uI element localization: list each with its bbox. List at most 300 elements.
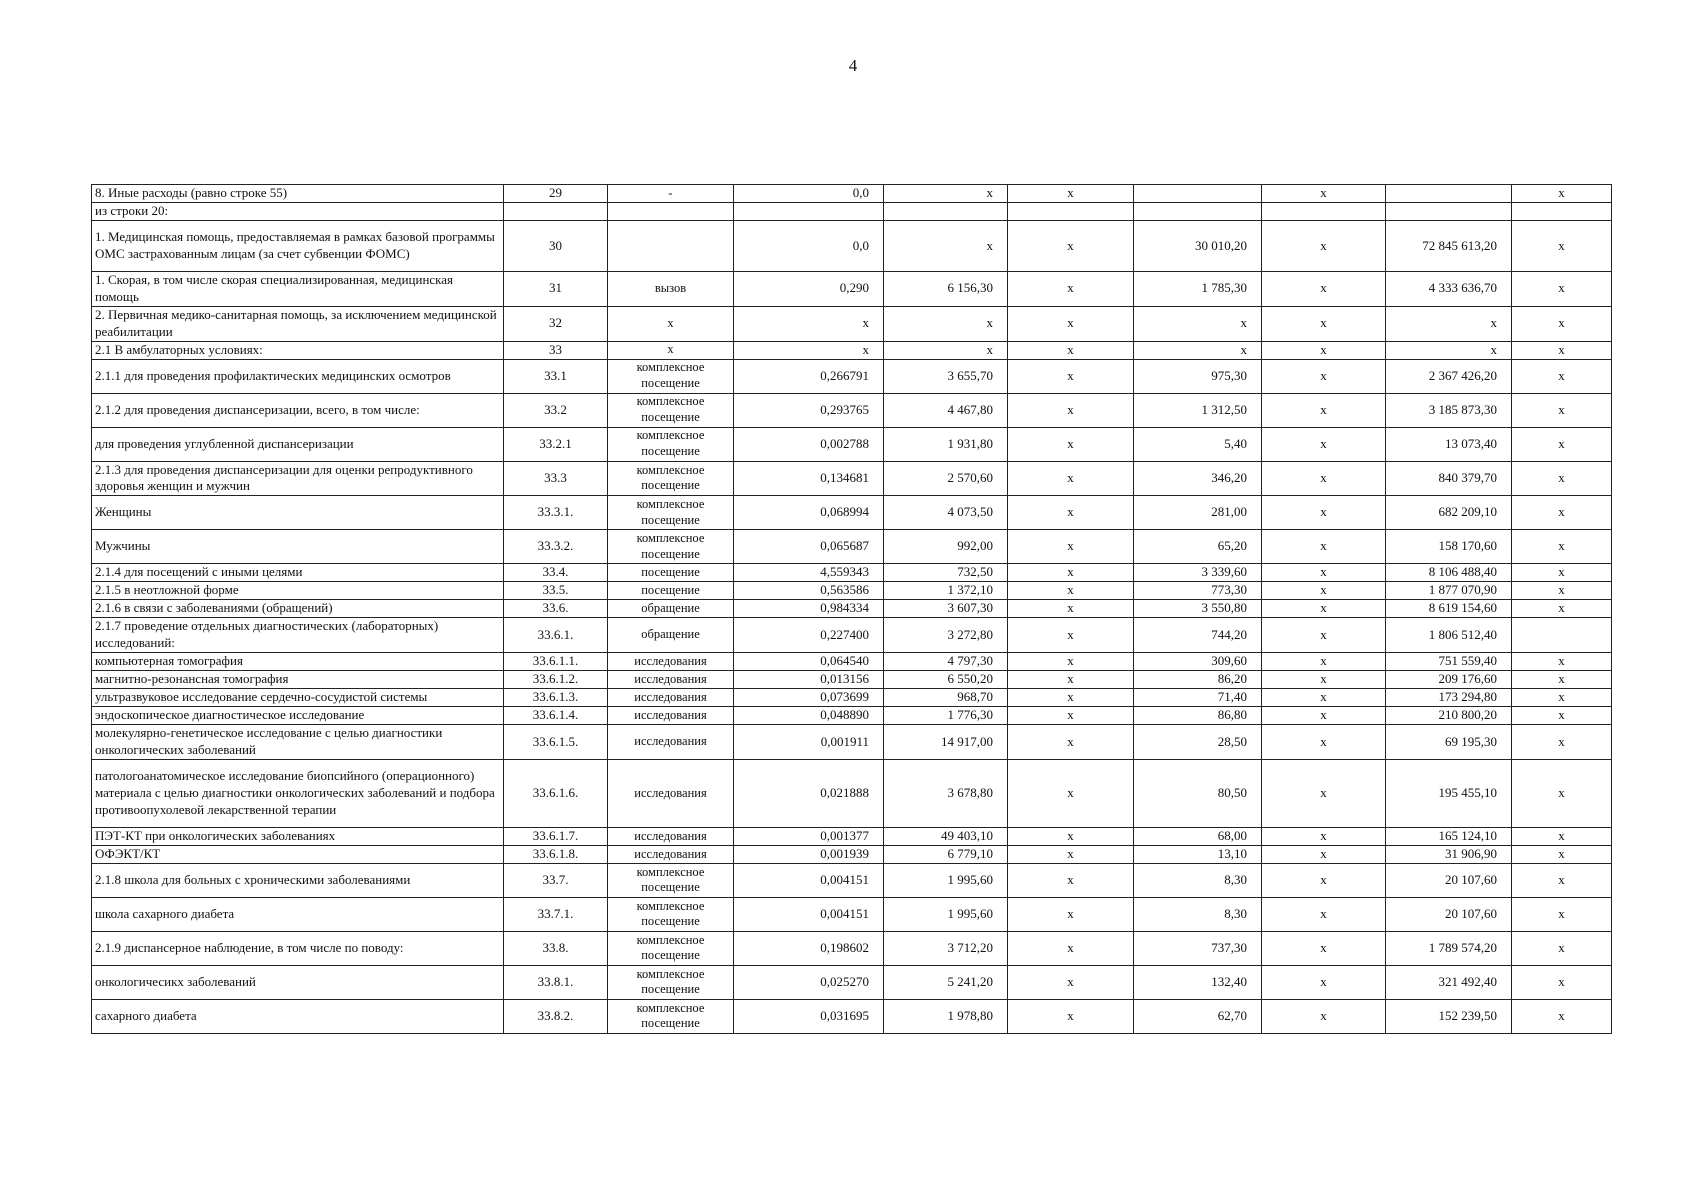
cell-col-x-2: x <box>1262 359 1386 393</box>
cell-col-x-2: x <box>1262 827 1386 845</box>
cell-row-name: 2.1.8 школа для больных с хроническими заболеваниями <box>92 863 504 897</box>
cell-col-x-2: x <box>1262 689 1386 707</box>
cell-col-x-2: x <box>1262 845 1386 863</box>
cell-cost: 1 978,80 <box>884 999 1008 1033</box>
cell-per-capita: 8,30 <box>1134 897 1262 931</box>
cell-volume: 0,004151 <box>734 863 884 897</box>
table-row <box>92 185 1612 203</box>
cell-col-x-3: x <box>1512 600 1612 618</box>
cell-row-name: 2.1.5 в неотложной форме <box>92 582 504 600</box>
cell-total-sum: 751 559,40 <box>1386 653 1512 671</box>
cell-unit: комплексное посещение <box>608 427 734 461</box>
cell-row-name: 2.1.4 для посещений с иными целями <box>92 564 504 582</box>
cell-per-capita: 62,70 <box>1134 999 1262 1033</box>
cell-row-code: 33.6.1. <box>504 618 608 653</box>
cell-col-x-2: x <box>1262 564 1386 582</box>
cell-volume: 0,0 <box>734 185 884 203</box>
table-row <box>92 427 1612 461</box>
cell-unit: вызов <box>608 272 734 307</box>
cell-per-capita: 309,60 <box>1134 653 1262 671</box>
cell-col-x-3: x <box>1512 582 1612 600</box>
table-row <box>92 965 1612 999</box>
cell-unit: комплексное посещение <box>608 931 734 965</box>
cell-per-capita: 1 312,50 <box>1134 393 1262 427</box>
cell-col-x-1: x <box>1008 827 1134 845</box>
cell-per-capita: 65,20 <box>1134 530 1262 564</box>
cell-col-x-2: x <box>1262 272 1386 307</box>
cell-volume: 0,134681 <box>734 461 884 496</box>
cell-unit: исследования <box>608 671 734 689</box>
cell-cost: 5 241,20 <box>884 965 1008 999</box>
cell-row-code: 33.5. <box>504 582 608 600</box>
cell-row-name: магнитно-резонансная томография <box>92 671 504 689</box>
cell-row-name: ОФЭКТ/КТ <box>92 845 504 863</box>
table-row <box>92 203 1612 221</box>
cell-volume: 0,004151 <box>734 897 884 931</box>
cell-col-x-2: x <box>1262 671 1386 689</box>
cell-cost: 3 607,30 <box>884 600 1008 618</box>
cell-cost: x <box>884 306 1008 341</box>
cell-row-code: 33.8.1. <box>504 965 608 999</box>
cell-volume: 0,001377 <box>734 827 884 845</box>
cell-row-name: 2.1.3 для проведения диспансеризации для оценки репродуктивного здоровья женщин и мужчин <box>92 461 504 496</box>
cell-per-capita: 346,20 <box>1134 461 1262 496</box>
table-row <box>92 689 1612 707</box>
cell-row-code: 33.1 <box>504 359 608 393</box>
cell-unit: исследования <box>608 689 734 707</box>
cell-volume: 0,001939 <box>734 845 884 863</box>
cell-unit <box>608 203 734 221</box>
cell-volume: 0,073699 <box>734 689 884 707</box>
cell-col-x-1: x <box>1008 185 1134 203</box>
cell-total-sum: 158 170,60 <box>1386 530 1512 564</box>
cell-row-name: сахарного диабета <box>92 999 504 1033</box>
cell-total-sum: 173 294,80 <box>1386 689 1512 707</box>
cell-col-x-3: x <box>1512 530 1612 564</box>
table-row <box>92 827 1612 845</box>
cell-row-code: 33.6. <box>504 600 608 618</box>
cell-col-x-2: x <box>1262 341 1386 359</box>
table-row <box>92 671 1612 689</box>
cell-volume: 4,559343 <box>734 564 884 582</box>
cell-col-x-1: x <box>1008 897 1134 931</box>
cell-cost: 3 678,80 <box>884 759 1008 827</box>
cell-row-name: 1. Скорая, в том числе скорая специализированная, медицинская помощь <box>92 272 504 307</box>
cell-col-x-1: x <box>1008 530 1134 564</box>
cell-total-sum: 69 195,30 <box>1386 725 1512 760</box>
table-row <box>92 759 1612 827</box>
cell-cost: 49 403,10 <box>884 827 1008 845</box>
cell-unit: обращение <box>608 600 734 618</box>
cell-unit: комплексное посещение <box>608 393 734 427</box>
cell-row-name: онкологичесикх заболеваний <box>92 965 504 999</box>
cell-row-code: 33.7.1. <box>504 897 608 931</box>
cell-volume <box>734 203 884 221</box>
table-row <box>92 221 1612 272</box>
cell-per-capita: 71,40 <box>1134 689 1262 707</box>
table-row <box>92 272 1612 307</box>
cell-col-x-1 <box>1008 203 1134 221</box>
cell-unit: комплексное посещение <box>608 965 734 999</box>
cell-total-sum: 195 455,10 <box>1386 759 1512 827</box>
cell-unit: комплексное посещение <box>608 999 734 1033</box>
cell-unit: исследования <box>608 827 734 845</box>
cell-cost: 4 073,50 <box>884 496 1008 530</box>
cell-col-x-3: x <box>1512 845 1612 863</box>
cell-col-x-3: x <box>1512 931 1612 965</box>
cell-unit: комплексное посещение <box>608 359 734 393</box>
cell-col-x-2: x <box>1262 496 1386 530</box>
cell-col-x-2: x <box>1262 393 1386 427</box>
cell-volume: 0,001911 <box>734 725 884 760</box>
cell-col-x-3: x <box>1512 272 1612 307</box>
cell-row-name: для проведения углубленной диспансеризации <box>92 427 504 461</box>
table-row <box>92 582 1612 600</box>
cell-total-sum: 321 492,40 <box>1386 965 1512 999</box>
cell-col-x-3: x <box>1512 897 1612 931</box>
cell-col-x-1: x <box>1008 618 1134 653</box>
cell-row-code: 33 <box>504 341 608 359</box>
cell-row-code: 33.6.1.6. <box>504 759 608 827</box>
cell-volume: 0,013156 <box>734 671 884 689</box>
cell-col-x-3: x <box>1512 185 1612 203</box>
cell-total-sum: 13 073,40 <box>1386 427 1512 461</box>
table-row <box>92 707 1612 725</box>
cell-unit: x <box>608 341 734 359</box>
cell-per-capita: 68,00 <box>1134 827 1262 845</box>
cell-col-x-2: x <box>1262 707 1386 725</box>
cell-col-x-1: x <box>1008 725 1134 760</box>
cell-row-code: 33.6.1.5. <box>504 725 608 760</box>
cell-cost: 1 931,80 <box>884 427 1008 461</box>
cell-cost: 4 467,80 <box>884 393 1008 427</box>
cell-row-code: 33.4. <box>504 564 608 582</box>
cell-col-x-1: x <box>1008 427 1134 461</box>
table-row <box>92 725 1612 760</box>
cell-cost: 4 797,30 <box>884 653 1008 671</box>
cell-total-sum: 209 176,60 <box>1386 671 1512 689</box>
cell-col-x-3: x <box>1512 393 1612 427</box>
cell-col-x-2: x <box>1262 461 1386 496</box>
cell-total-sum <box>1386 203 1512 221</box>
cell-unit: комплексное посещение <box>608 496 734 530</box>
cell-total-sum <box>1386 185 1512 203</box>
cell-col-x-1: x <box>1008 564 1134 582</box>
cell-col-x-3 <box>1512 203 1612 221</box>
cell-volume: 0,002788 <box>734 427 884 461</box>
cell-row-name: 2.1.6 в связи с заболеваниями (обращений) <box>92 600 504 618</box>
table-row <box>92 461 1612 496</box>
table-row <box>92 600 1612 618</box>
table-row <box>92 931 1612 965</box>
cell-col-x-3: x <box>1512 427 1612 461</box>
cell-row-code: 33.6.1.2. <box>504 671 608 689</box>
cell-cost: 6 779,10 <box>884 845 1008 863</box>
cell-col-x-3: x <box>1512 496 1612 530</box>
cell-volume: 0,984334 <box>734 600 884 618</box>
cell-row-code: 33.3.1. <box>504 496 608 530</box>
cell-per-capita: 13,10 <box>1134 845 1262 863</box>
cell-col-x-1: x <box>1008 461 1134 496</box>
cell-cost: 732,50 <box>884 564 1008 582</box>
cell-cost: 6 156,30 <box>884 272 1008 307</box>
cell-volume: 0,290 <box>734 272 884 307</box>
cell-col-x-3: x <box>1512 863 1612 897</box>
cell-row-code: 32 <box>504 306 608 341</box>
cell-total-sum: x <box>1386 341 1512 359</box>
cell-row-code: 33.3 <box>504 461 608 496</box>
cell-row-code <box>504 203 608 221</box>
cell-row-code: 33.8.2. <box>504 999 608 1033</box>
cell-per-capita: x <box>1134 306 1262 341</box>
table-row <box>92 863 1612 897</box>
table-row <box>92 845 1612 863</box>
cell-cost: 3 655,70 <box>884 359 1008 393</box>
cell-row-code: 30 <box>504 221 608 272</box>
cell-col-x-3: x <box>1512 759 1612 827</box>
cell-col-x-2: x <box>1262 582 1386 600</box>
cell-row-name: эндоскопическое диагностическое исследование <box>92 707 504 725</box>
cell-unit: обращение <box>608 618 734 653</box>
cell-col-x-1: x <box>1008 759 1134 827</box>
cell-col-x-1: x <box>1008 653 1134 671</box>
cell-col-x-2: x <box>1262 725 1386 760</box>
cell-cost: 1 995,60 <box>884 863 1008 897</box>
cell-row-name: школа сахарного диабета <box>92 897 504 931</box>
cell-unit <box>608 221 734 272</box>
cell-col-x-2: x <box>1262 185 1386 203</box>
cell-row-code: 33.6.1.7. <box>504 827 608 845</box>
table-row <box>92 653 1612 671</box>
cell-col-x-1: x <box>1008 707 1134 725</box>
cell-per-capita <box>1134 203 1262 221</box>
cell-unit: посещение <box>608 582 734 600</box>
cell-total-sum: 1 877 070,90 <box>1386 582 1512 600</box>
cell-per-capita: 86,80 <box>1134 707 1262 725</box>
cell-col-x-3 <box>1512 618 1612 653</box>
cell-col-x-1: x <box>1008 341 1134 359</box>
cell-unit: x <box>608 306 734 341</box>
cell-col-x-3: x <box>1512 707 1612 725</box>
cell-volume: 0,227400 <box>734 618 884 653</box>
cell-total-sum: 4 333 636,70 <box>1386 272 1512 307</box>
cell-row-name: ультразвуковое исследование сердечно-сосудистой системы <box>92 689 504 707</box>
cell-row-code: 33.2.1 <box>504 427 608 461</box>
cell-unit: исследования <box>608 707 734 725</box>
cell-total-sum: 20 107,60 <box>1386 863 1512 897</box>
cell-cost: 2 570,60 <box>884 461 1008 496</box>
cell-col-x-2: x <box>1262 221 1386 272</box>
cell-col-x-3: x <box>1512 359 1612 393</box>
cell-col-x-2: x <box>1262 653 1386 671</box>
cell-unit: исследования <box>608 845 734 863</box>
cell-row-name: молекулярно-генетическое исследование с целью диагностики онкологических заболеваний <box>92 725 504 760</box>
cell-per-capita: 28,50 <box>1134 725 1262 760</box>
cell-row-name: 2.1.7 проведение отдельных диагностических (лабораторных) исследований: <box>92 618 504 653</box>
cell-row-name: Женщины <box>92 496 504 530</box>
table-row <box>92 359 1612 393</box>
cell-cost: x <box>884 221 1008 272</box>
cell-row-name: 1. Медицинская помощь, предоставляемая в рамках базовой программы ОМС застрахованным лицам (за счет субвенции ФОМС) <box>92 221 504 272</box>
cell-per-capita <box>1134 185 1262 203</box>
cell-row-code: 33.2 <box>504 393 608 427</box>
cell-cost: 1 776,30 <box>884 707 1008 725</box>
cell-cost: x <box>884 341 1008 359</box>
cell-per-capita: x <box>1134 341 1262 359</box>
cell-col-x-3: x <box>1512 461 1612 496</box>
cell-col-x-2: x <box>1262 759 1386 827</box>
cell-total-sum: 210 800,20 <box>1386 707 1512 725</box>
cell-volume: 0,068994 <box>734 496 884 530</box>
cell-volume: 0,064540 <box>734 653 884 671</box>
cell-col-x-1: x <box>1008 689 1134 707</box>
cell-volume: x <box>734 341 884 359</box>
cell-total-sum: 1 806 512,40 <box>1386 618 1512 653</box>
cell-col-x-1: x <box>1008 999 1134 1033</box>
cell-cost: 992,00 <box>884 530 1008 564</box>
cell-per-capita: 3 339,60 <box>1134 564 1262 582</box>
cell-col-x-1: x <box>1008 359 1134 393</box>
cell-unit: комплексное посещение <box>608 863 734 897</box>
cell-row-name: патологоанатомическое исследование биопсийного (операционного) материала с целью диагностики онкологических заболеваний и подбора противоопухолевой лекарственной терапии <box>92 759 504 827</box>
cell-cost <box>884 203 1008 221</box>
cell-volume: 0,198602 <box>734 931 884 965</box>
cell-col-x-3: x <box>1512 689 1612 707</box>
cell-volume: 0,563586 <box>734 582 884 600</box>
cell-col-x-1: x <box>1008 845 1134 863</box>
cell-total-sum: 152 239,50 <box>1386 999 1512 1033</box>
cell-volume: 0,025270 <box>734 965 884 999</box>
cell-total-sum: 840 379,70 <box>1386 461 1512 496</box>
cell-volume: 0,031695 <box>734 999 884 1033</box>
cell-total-sum: 8 106 488,40 <box>1386 564 1512 582</box>
table-row <box>92 999 1612 1033</box>
cell-total-sum: 72 845 613,20 <box>1386 221 1512 272</box>
cell-row-name: из строки 20: <box>92 203 504 221</box>
table-row <box>92 341 1612 359</box>
cell-row-name: 2.1.1 для проведения профилактических медицинских осмотров <box>92 359 504 393</box>
cell-cost: 1 372,10 <box>884 582 1008 600</box>
cell-total-sum: 682 209,10 <box>1386 496 1512 530</box>
cell-per-capita: 5,40 <box>1134 427 1262 461</box>
cell-col-x-1: x <box>1008 393 1134 427</box>
cell-unit: комплексное посещение <box>608 530 734 564</box>
cell-total-sum: 20 107,60 <box>1386 897 1512 931</box>
cell-volume: 0,021888 <box>734 759 884 827</box>
cell-total-sum: x <box>1386 306 1512 341</box>
cell-col-x-2: x <box>1262 600 1386 618</box>
cell-row-name: компьютерная томография <box>92 653 504 671</box>
cell-col-x-3: x <box>1512 999 1612 1033</box>
cell-col-x-1: x <box>1008 965 1134 999</box>
cell-per-capita: 3 550,80 <box>1134 600 1262 618</box>
cell-row-name: 2.1 В амбулаторных условиях: <box>92 341 504 359</box>
cell-cost: x <box>884 185 1008 203</box>
cell-col-x-1: x <box>1008 671 1134 689</box>
cell-col-x-3: x <box>1512 725 1612 760</box>
cell-volume: 0,065687 <box>734 530 884 564</box>
expenses-table <box>91 184 1612 1034</box>
cell-total-sum: 3 185 873,30 <box>1386 393 1512 427</box>
cell-volume: x <box>734 306 884 341</box>
table-row <box>92 618 1612 653</box>
cell-per-capita: 744,20 <box>1134 618 1262 653</box>
cell-cost: 3 272,80 <box>884 618 1008 653</box>
cell-col-x-3: x <box>1512 653 1612 671</box>
cell-row-code: 33.6.1.1. <box>504 653 608 671</box>
cell-per-capita: 132,40 <box>1134 965 1262 999</box>
cell-per-capita: 773,30 <box>1134 582 1262 600</box>
table-row <box>92 306 1612 341</box>
table-row <box>92 496 1612 530</box>
cell-row-code: 29 <box>504 185 608 203</box>
cell-col-x-1: x <box>1008 600 1134 618</box>
cell-col-x-1: x <box>1008 306 1134 341</box>
cell-cost: 968,70 <box>884 689 1008 707</box>
cell-row-code: 33.6.1.3. <box>504 689 608 707</box>
page-number: 4 <box>848 56 858 75</box>
table-row <box>92 564 1612 582</box>
cell-row-name: 2. Первичная медико-санитарная помощь, за исключением медицинской реабилитации <box>92 306 504 341</box>
cell-cost: 1 995,60 <box>884 897 1008 931</box>
cell-total-sum: 8 619 154,60 <box>1386 600 1512 618</box>
cell-row-name: 8. Иные расходы (равно строке 55) <box>92 185 504 203</box>
cell-per-capita: 86,20 <box>1134 671 1262 689</box>
cell-cost: 14 917,00 <box>884 725 1008 760</box>
cell-row-name: 2.1.9 диспансерное наблюдение, в том числе по поводу: <box>92 931 504 965</box>
cell-volume: 0,0 <box>734 221 884 272</box>
cell-row-code: 33.7. <box>504 863 608 897</box>
cell-unit: исследования <box>608 725 734 760</box>
cell-col-x-2 <box>1262 203 1386 221</box>
cell-total-sum: 165 124,10 <box>1386 827 1512 845</box>
cell-col-x-2: x <box>1262 931 1386 965</box>
cell-total-sum: 1 789 574,20 <box>1386 931 1512 965</box>
cell-unit: исследования <box>608 759 734 827</box>
cell-col-x-1: x <box>1008 221 1134 272</box>
cell-unit: исследования <box>608 653 734 671</box>
cell-unit: комплексное посещение <box>608 461 734 496</box>
cell-col-x-1: x <box>1008 272 1134 307</box>
cell-row-code: 33.6.1.8. <box>504 845 608 863</box>
cell-unit: комплексное посещение <box>608 897 734 931</box>
table-row <box>92 530 1612 564</box>
cell-col-x-3: x <box>1512 306 1612 341</box>
cell-per-capita: 1 785,30 <box>1134 272 1262 307</box>
cell-cost: 3 712,20 <box>884 931 1008 965</box>
cell-col-x-3: x <box>1512 827 1612 845</box>
cell-col-x-3: x <box>1512 564 1612 582</box>
cell-col-x-2: x <box>1262 306 1386 341</box>
table-row <box>92 393 1612 427</box>
cell-row-code: 33.3.2. <box>504 530 608 564</box>
cell-cost: 6 550,20 <box>884 671 1008 689</box>
cell-volume: 0,266791 <box>734 359 884 393</box>
cell-per-capita: 975,30 <box>1134 359 1262 393</box>
cell-col-x-2: x <box>1262 618 1386 653</box>
cell-total-sum: 2 367 426,20 <box>1386 359 1512 393</box>
cell-col-x-1: x <box>1008 496 1134 530</box>
cell-col-x-2: x <box>1262 427 1386 461</box>
cell-col-x-1: x <box>1008 863 1134 897</box>
cell-col-x-1: x <box>1008 582 1134 600</box>
cell-per-capita: 737,30 <box>1134 931 1262 965</box>
cell-per-capita: 8,30 <box>1134 863 1262 897</box>
cell-row-name: Мужчины <box>92 530 504 564</box>
cell-per-capita: 30 010,20 <box>1134 221 1262 272</box>
cell-row-code: 31 <box>504 272 608 307</box>
cell-unit: - <box>608 185 734 203</box>
